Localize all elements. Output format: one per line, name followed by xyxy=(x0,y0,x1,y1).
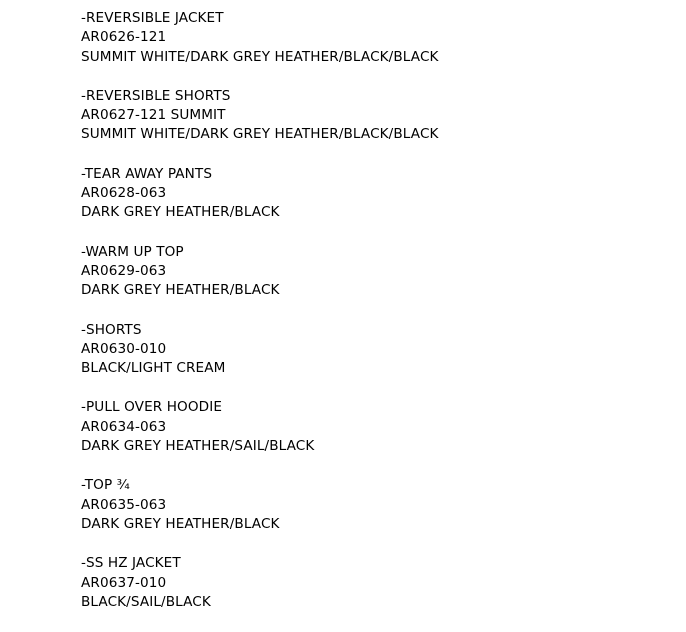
item-color: BLACK/LIGHT CREAM xyxy=(81,360,226,377)
list-item xyxy=(81,243,439,301)
item-color: SUMMIT WHITE/DARK GREY HEATHER/BLACK/BLACK xyxy=(81,126,439,143)
item-code: AR0635-063 xyxy=(81,496,167,513)
item-name: -REVERSIBLE JACKET xyxy=(81,10,224,26)
item-code: AR0626-121 xyxy=(81,29,167,46)
item-color: SUMMIT WHITE/DARK GREY HEATHER/BLACK/BLACK xyxy=(81,48,439,65)
item-color: BLACK/SAIL/BLACK xyxy=(81,593,211,610)
list-item xyxy=(81,9,439,67)
item-color: DARK GREY HEATHER/SAIL/BLACK xyxy=(81,438,315,455)
item-code: AR0630-010 xyxy=(81,340,167,357)
list-item xyxy=(81,87,439,145)
item-name: -SS HZ JACKET xyxy=(81,555,181,572)
list-item xyxy=(81,476,439,534)
item-code: AR0628-063 xyxy=(81,185,167,202)
product-list xyxy=(81,9,439,632)
item-code: AR0627-121 SUMMIT xyxy=(81,107,226,124)
list-item xyxy=(81,165,439,223)
item-name: -PULL OVER HOODIE xyxy=(81,399,223,416)
item-code: AR0629-063 xyxy=(81,262,167,279)
item-color: DARK GREY HEATHER/BLACK xyxy=(81,282,280,299)
item-name: -WARM UP TOP xyxy=(81,243,184,260)
list-item xyxy=(81,554,439,612)
item-name: -SHORTS xyxy=(81,321,142,338)
item-code: AR0637-010 xyxy=(81,574,167,591)
item-name: -TOP ¾ xyxy=(81,477,130,494)
list-item xyxy=(81,398,439,456)
item-name: -TEAR AWAY PANTS xyxy=(81,165,213,182)
item-code: AR0634-063 xyxy=(81,418,167,435)
list-item xyxy=(81,321,439,379)
item-name: -REVERSIBLE SHORTS xyxy=(81,87,231,104)
item-color: DARK GREY HEATHER/BLACK xyxy=(81,515,280,532)
item-color: DARK GREY HEATHER/BLACK xyxy=(81,204,280,221)
